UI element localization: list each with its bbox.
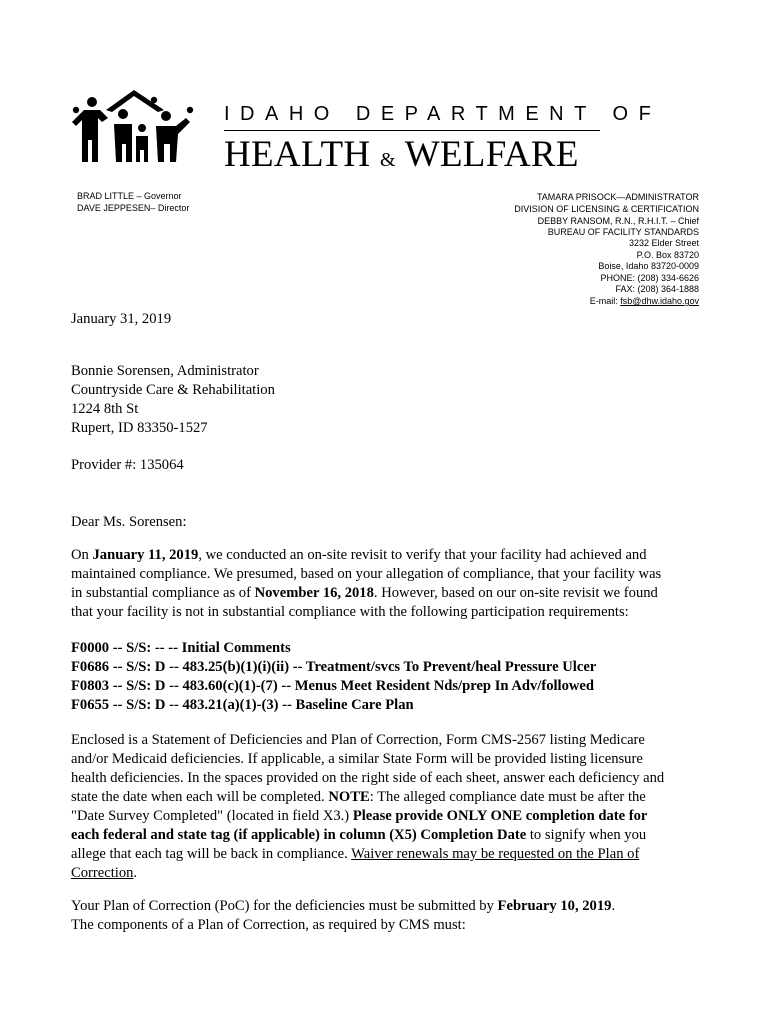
text-line: The components of a Plan of Correction, as required by CMS must: <box>71 917 466 933</box>
tag-item: F0803 -- S/S: D -- 483.60(c)(1)-(7) -- Menus Meet Resident Nds/prep In Adv/followed <box>71 678 595 694</box>
text-line: and/or Medicaid deficiencies. If applicable, a similar State Form will be provided listing licensure <box>71 751 643 767</box>
text-run: : The alleged compliance date must be after the <box>369 789 646 805</box>
governor-line: BRAD LITTLE – Governor <box>77 191 182 201</box>
deficiency-tag-list <box>71 639 596 715</box>
email-link[interactable]: fsb@dhw.idaho.gov <box>620 296 699 306</box>
recipient-city: Rupert, ID 83350-1527 <box>71 420 208 436</box>
paragraph-plan-of-correction <box>71 897 615 935</box>
text-line: Enclosed is a Statement of Deficiencies and Plan of Correction, Form CMS-2567 listing Medicare <box>71 732 645 748</box>
dept-welfare: WELFARE <box>404 134 579 175</box>
poc-due-date: February 10, 2019 <box>497 898 612 914</box>
street-line: 3232 Elder Street <box>628 238 699 248</box>
fax-line: FAX: (208) 364-1888 <box>615 284 699 294</box>
department-name-line2 <box>224 133 579 176</box>
text-run: On <box>71 547 93 563</box>
letter-date: January 31, 2019 <box>71 311 172 327</box>
recipient-facility: Countryside Care & Rehabilitation <box>71 382 275 398</box>
text-run: "Date Survey Completed" (located in field X3.) <box>71 808 353 824</box>
note-label: NOTE <box>328 789 370 805</box>
provider-number: Provider #: 135064 <box>71 457 184 473</box>
bold-run: Please provide ONLY ONE completion date for <box>352 808 648 824</box>
department-name-line1: IDAHO DEPARTMENT OF <box>224 103 662 125</box>
text-line: that your facility is not in substantial compliance with the following participation requirements: <box>71 604 629 620</box>
bureau-line: BUREAU OF FACILITY STANDARDS <box>547 227 699 237</box>
phone-line: PHONE: (208) 334-6626 <box>600 273 699 283</box>
compliance-date: November 16, 2018 <box>254 585 374 601</box>
text-run: in substantial compliance as of <box>71 585 255 601</box>
text-run: . <box>611 898 616 914</box>
text-run: , we conducted an on-site revisit to verify that your facility had achieved and <box>198 547 647 563</box>
text-run: state the date when each will be completed. <box>71 789 329 805</box>
email-line <box>590 296 699 308</box>
paragraph-revisit <box>71 546 661 622</box>
revisit-date: January 11, 2019 <box>92 547 199 563</box>
dept-ampersand: & <box>379 149 396 171</box>
tag-item: F0000 -- S/S: -- -- Initial Comments <box>71 640 291 656</box>
salutation: Dear Ms. Sorensen: <box>71 514 187 530</box>
recipient-street: 1224 8th St <box>71 401 139 417</box>
text-run: to signify when you <box>526 827 647 843</box>
email-label: E-mail: <box>589 296 618 306</box>
city-line: Boise, Idaho 83720-0009 <box>598 261 699 271</box>
underlined-run: Correction <box>71 865 134 881</box>
recipient-name: Bonnie Sorensen, Administrator <box>71 363 259 379</box>
tag-item: F0686 -- S/S: D -- 483.25(b)(1)(i)(ii) -- Treatment/svcs To Prevent/heal Pressure Ulcer <box>71 659 597 675</box>
text-line: health deficiencies. In the spaces provided on the right side of each sheet, answer each deficiency and <box>71 770 665 786</box>
administrator-line: TAMARA PRISOCK—ADMINISTRATOR <box>536 192 699 202</box>
text-run: . <box>133 865 138 881</box>
text-run: . However, based on our on-site revisit we found <box>373 585 658 601</box>
text-run: allege that each tag will be back in compliance. <box>71 846 352 862</box>
recipient-address <box>71 362 275 438</box>
tag-item: F0655 -- S/S: D -- 483.21(a)(1)-(3) -- Baseline Care Plan <box>71 697 414 713</box>
chief-line: DEBBY RANSOM, R.N., R.H.I.T. – Chief <box>537 216 699 226</box>
text-line: maintained compliance. We presumed, based on your allegation of compliance, that your facility was <box>71 566 662 582</box>
text-run: Your Plan of Correction (PoC) for the deficiencies must be submitted by <box>71 898 498 914</box>
underlined-run: Waiver renewals may be requested on the Plan of <box>351 846 640 862</box>
bold-run: each federal and state tag (if applicable) in column (X5) Completion Date <box>71 827 527 843</box>
dept-health: HEALTH <box>224 134 371 175</box>
division-line: DIVISION OF LICENSING & CERTIFICATION <box>514 204 699 214</box>
po-box-line: P.O. Box 83720 <box>636 250 699 260</box>
paragraph-enclosed <box>71 731 664 883</box>
director-line: DAVE JEPPESEN– Director <box>77 203 190 213</box>
idaho-dhw-family-logo <box>68 88 198 164</box>
letterhead-rule <box>224 130 600 131</box>
